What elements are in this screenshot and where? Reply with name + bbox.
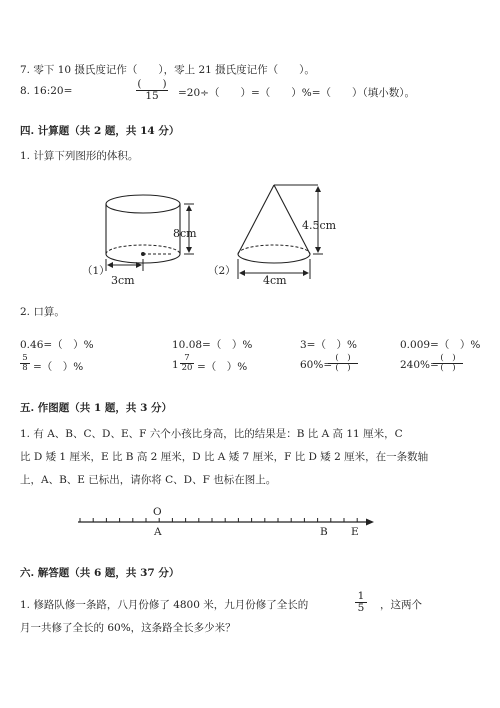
fraction-denominator: 20 bbox=[181, 362, 193, 373]
section-5-line-1: 1. 有 A、B、C、D、E、F 六个小孩比身高，比的结果是：B 比 A 高 11 厘米，C bbox=[20, 428, 403, 440]
section-6-title: 六. 解答题（共 6 题，共 37 分） bbox=[20, 567, 180, 579]
question-8-suffix: =20÷（ ）=（ ）%=（ ）（填小数）。 bbox=[178, 87, 416, 99]
oral-calc-5-fraction bbox=[20, 354, 30, 373]
oral-calc-1: 0.46=（ ）% bbox=[20, 339, 94, 351]
axis-point-e-label: E bbox=[351, 526, 359, 538]
axis-origin-label: O bbox=[153, 506, 162, 518]
section-5-line-3: 上，A、B、E 已标出，请你将 C、D、F 也标在图上。 bbox=[20, 474, 277, 486]
cylinder-radius-label: 3cm bbox=[111, 274, 135, 287]
cone-figure bbox=[238, 185, 323, 279]
fraction-numerator: 5 bbox=[22, 353, 28, 363]
fraction-denominator: 8 bbox=[22, 362, 28, 373]
section-4-title: 四. 计算题（共 2 题，共 14 分） bbox=[20, 125, 180, 137]
volume-figures bbox=[0, 175, 500, 295]
fraction-numerator: ( ) bbox=[335, 353, 351, 363]
figure-2-label: （2） bbox=[208, 265, 236, 277]
oral-calc-8-head: 240%= bbox=[400, 359, 439, 371]
oral-calc-7-fraction bbox=[328, 354, 358, 373]
oral-calc-8-fraction bbox=[433, 354, 463, 373]
section-6-q1-fraction bbox=[355, 591, 367, 614]
oral-calc-3: 3=（ ）% bbox=[300, 339, 357, 351]
oral-calc-6-fraction bbox=[180, 354, 194, 373]
fraction-numerator: 7 bbox=[184, 353, 190, 363]
fraction-denominator: ( ) bbox=[335, 362, 351, 373]
question-8-fraction bbox=[136, 79, 168, 102]
fraction-numerator: ( ) bbox=[440, 353, 456, 363]
fraction-denominator: ( ) bbox=[440, 362, 456, 373]
fraction-denominator: 5 bbox=[357, 602, 365, 615]
figure-1-label: （1） bbox=[82, 265, 110, 277]
oral-calc-4: 0.009=（ ）% bbox=[400, 339, 481, 351]
number-line bbox=[0, 500, 500, 545]
axis-point-b-label: B bbox=[320, 526, 328, 538]
fraction-numerator: 1 bbox=[357, 590, 365, 602]
oral-calc-2: 10.08=（ ）% bbox=[172, 339, 253, 351]
section-4-q2: 2. 口算。 bbox=[20, 306, 65, 318]
cone-diameter-label: 4cm bbox=[263, 274, 287, 287]
section-6-q1-part-b: ，这两个 bbox=[380, 599, 422, 611]
oral-calc-6-whole: 1 bbox=[172, 359, 179, 371]
section-4-q1: 1. 计算下列图形的体积。 bbox=[20, 150, 139, 162]
section-5-line-2: 比 D 矮 1 厘米，E 比 B 高 2 厘米，D 比 A 矮 7 厘米，F 比 D 矮 2 厘米，在一条数轴 bbox=[20, 451, 429, 463]
question-7: 7. 零下 10 摄氏度记作（ ），零上 21 摄氏度记作（ ）。 bbox=[20, 64, 315, 76]
cylinder-height-label: 8cm bbox=[173, 227, 197, 240]
section-6-q1-part-a: 1. 修路队修一条路，八月份修了 4800 米，九月份修了全长的 bbox=[20, 599, 309, 611]
oral-calc-6-tail: =（ ）% bbox=[197, 361, 248, 373]
question-8-prefix: 8. 16:20= bbox=[20, 85, 73, 97]
cone-height-label: 4.5cm bbox=[302, 219, 337, 232]
fraction-denominator: 15 bbox=[145, 90, 159, 103]
oral-calc-5-tail: =（ ）% bbox=[33, 361, 84, 373]
section-6-q1-line-2: 月一共修了全长的 60%，这条路全长多少米？ bbox=[20, 622, 236, 634]
section-5-title: 五. 作图题（共 1 题，共 3 分） bbox=[20, 402, 173, 414]
fraction-numerator: ( ) bbox=[137, 78, 167, 90]
oral-calc-7-head: 60%= bbox=[300, 359, 333, 371]
axis-point-a-label: A bbox=[154, 526, 162, 538]
